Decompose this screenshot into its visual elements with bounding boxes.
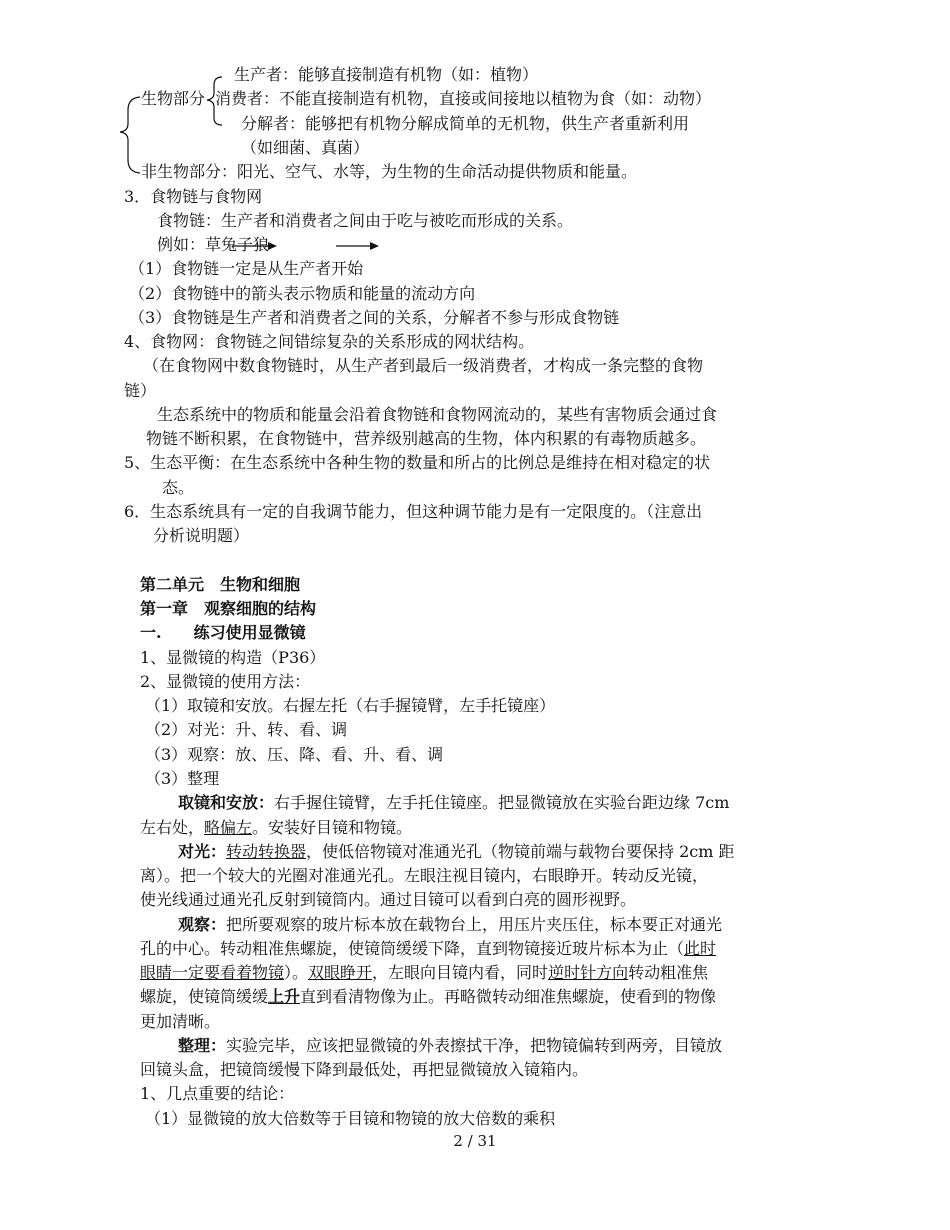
- tidy-title: 整理：: [178, 1036, 227, 1055]
- light-para-line-2: 离）。把一个较大的光圈对准通光孔。左眼注视目镜内，右眼睁开。转动反光镜，: [140, 866, 709, 885]
- step-4: （3）整理: [145, 769, 220, 788]
- food-chain-point-2: （2）食物链中的箭头表示物质和能量的流动方向: [129, 284, 476, 303]
- observe-title: 观察：: [178, 915, 227, 934]
- step-3: （3）观察：放、压、降、看、升、看、调: [145, 745, 444, 764]
- decomposer-line: 分解者：能够把有机物分解成简单的无机物，供生产者重新利用: [241, 114, 690, 133]
- light-para-line-1: 对光：转动转换器，使低倍物镜对准通光孔（物镜前端与载物台要保持 2cm 距: [178, 842, 735, 861]
- observe-para-line-5: 更加清晰。: [140, 1012, 221, 1031]
- light-title: 对光：: [178, 842, 227, 861]
- balance-2: 态。: [162, 478, 195, 497]
- food-web-definition: 4、食物网：食物链之间错综复杂的关系形成的网状结构。: [124, 332, 535, 351]
- observe-para-line-2: 孔的中心。转动粗准焦螺旋，使镜筒缓缓下降，直到物镜接近玻片标本为止（此时: [140, 939, 717, 958]
- decomposer-continued: （如细菌、真菌）: [241, 138, 370, 157]
- accumulation-1: 生态系统中的物质和能量会沿着食物链和食物网流动的，某些有害物质会通过食: [157, 405, 718, 424]
- take-para-line-1: 取镜和安放：右手握住镜臂，左手托住镜座。把显微镜放在实验台距边缘 7cm: [178, 793, 730, 812]
- accumulation-2: 物链不断积累，在食物链中，营养级别越高的生物，体内积累的有毒物质越多。: [146, 429, 707, 448]
- consumer-line: 消费者：不能直接制造有机物，直接或间接地以植物为食（如：动物）: [215, 89, 712, 108]
- biotic-label: 生物部分: [141, 89, 206, 108]
- regulation-1: 6．生态系统具有一定的自我调节能力，但这种调节能力是有一定限度的。（注意出: [124, 502, 703, 521]
- section-title: 一. 练习使用显微镜: [140, 623, 306, 642]
- food-chain-example: 例如：草兔子狼: [157, 235, 270, 254]
- classification-braces: [0, 0, 950, 300]
- page-number: 2 / 31: [453, 1132, 497, 1150]
- step-1: （1）取镜和安放。右握左托（右手握镜臂，左手托镜座）: [145, 696, 556, 715]
- food-chain-definition: 食物链：生产者和消费者之间由于吃与被吃而形成的关系。: [157, 211, 574, 230]
- take-para-line-2: 左右处，略偏左。安装好目镜和物镜。: [140, 818, 413, 837]
- tidy-para-line-2: 回镜头盒，把镜筒缓慢下降到最低处，再把显微镜放入镜箱内。: [140, 1060, 589, 1079]
- regulation-2: 分析说明题）: [153, 526, 250, 545]
- conclusions-heading: 1、几点重要的结论：: [140, 1084, 295, 1103]
- chapter-title: 第一章 观察细胞的结构: [140, 599, 317, 618]
- unit-title: 第二单元 生物和细胞: [140, 575, 301, 594]
- usage-item: 2、显微镜的使用方法：: [140, 672, 311, 691]
- structure-item: 1、显微镜的构造（P36）: [140, 648, 326, 667]
- food-web-note-2: 链）: [124, 381, 157, 400]
- food-chain-point-3: （3）食物链是生产者和消费者之间的关系，分解者不参与形成食物链: [129, 308, 620, 327]
- light-para-line-3: 使光线通过通光孔反射到镜筒内。通过目镜可以看到白亮的圆形视野。: [140, 890, 637, 909]
- observe-para-line-1: 观察：把所要观察的玻片标本放在载物台上，用压片夹压住，标本要正对通光: [178, 915, 723, 934]
- food-chain-heading: 3．食物链与食物网: [124, 187, 263, 206]
- tidy-para-line-1: 整理：实验完毕，应该把显微镜的外表擦拭干净，把物镜偏转到两旁，目镜放: [178, 1036, 723, 1055]
- conclusion-1: （1）显微镜的放大倍数等于目镜和物镜的放大倍数的乘积: [145, 1109, 556, 1128]
- producer-line: 生产者：能够直接制造有机物（如：植物）: [234, 65, 539, 84]
- balance-1: 5、生态平衡：在生态系统中各种生物的数量和所占的比例总是维持在相对稳定的状: [124, 453, 711, 472]
- take-title: 取镜和安放：: [178, 793, 275, 812]
- food-chain-point-1: （1）食物链一定是从生产者开始: [129, 259, 364, 278]
- food-web-note-1: （在食物网中数食物链时，从生产者到最后一级消费者，才构成一条完整的食物: [143, 356, 704, 375]
- observe-para-line-4: 螺旋，使镜筒缓缓上升直到看清物像为止。再略微转动细准焦螺旋，使看到的物像: [140, 987, 717, 1006]
- step-2: （2）对光：升、转、看、调: [145, 720, 348, 739]
- observe-para-line-3: 眼睛一定要看着物镜）。双眼睁开，左眼向目镜内看，同时逆时针方向转动粗准焦: [140, 963, 709, 982]
- abiotic-line: 非生物部分：阳光、空气、水等，为生物的生命活动提供物质和能量。: [141, 162, 638, 181]
